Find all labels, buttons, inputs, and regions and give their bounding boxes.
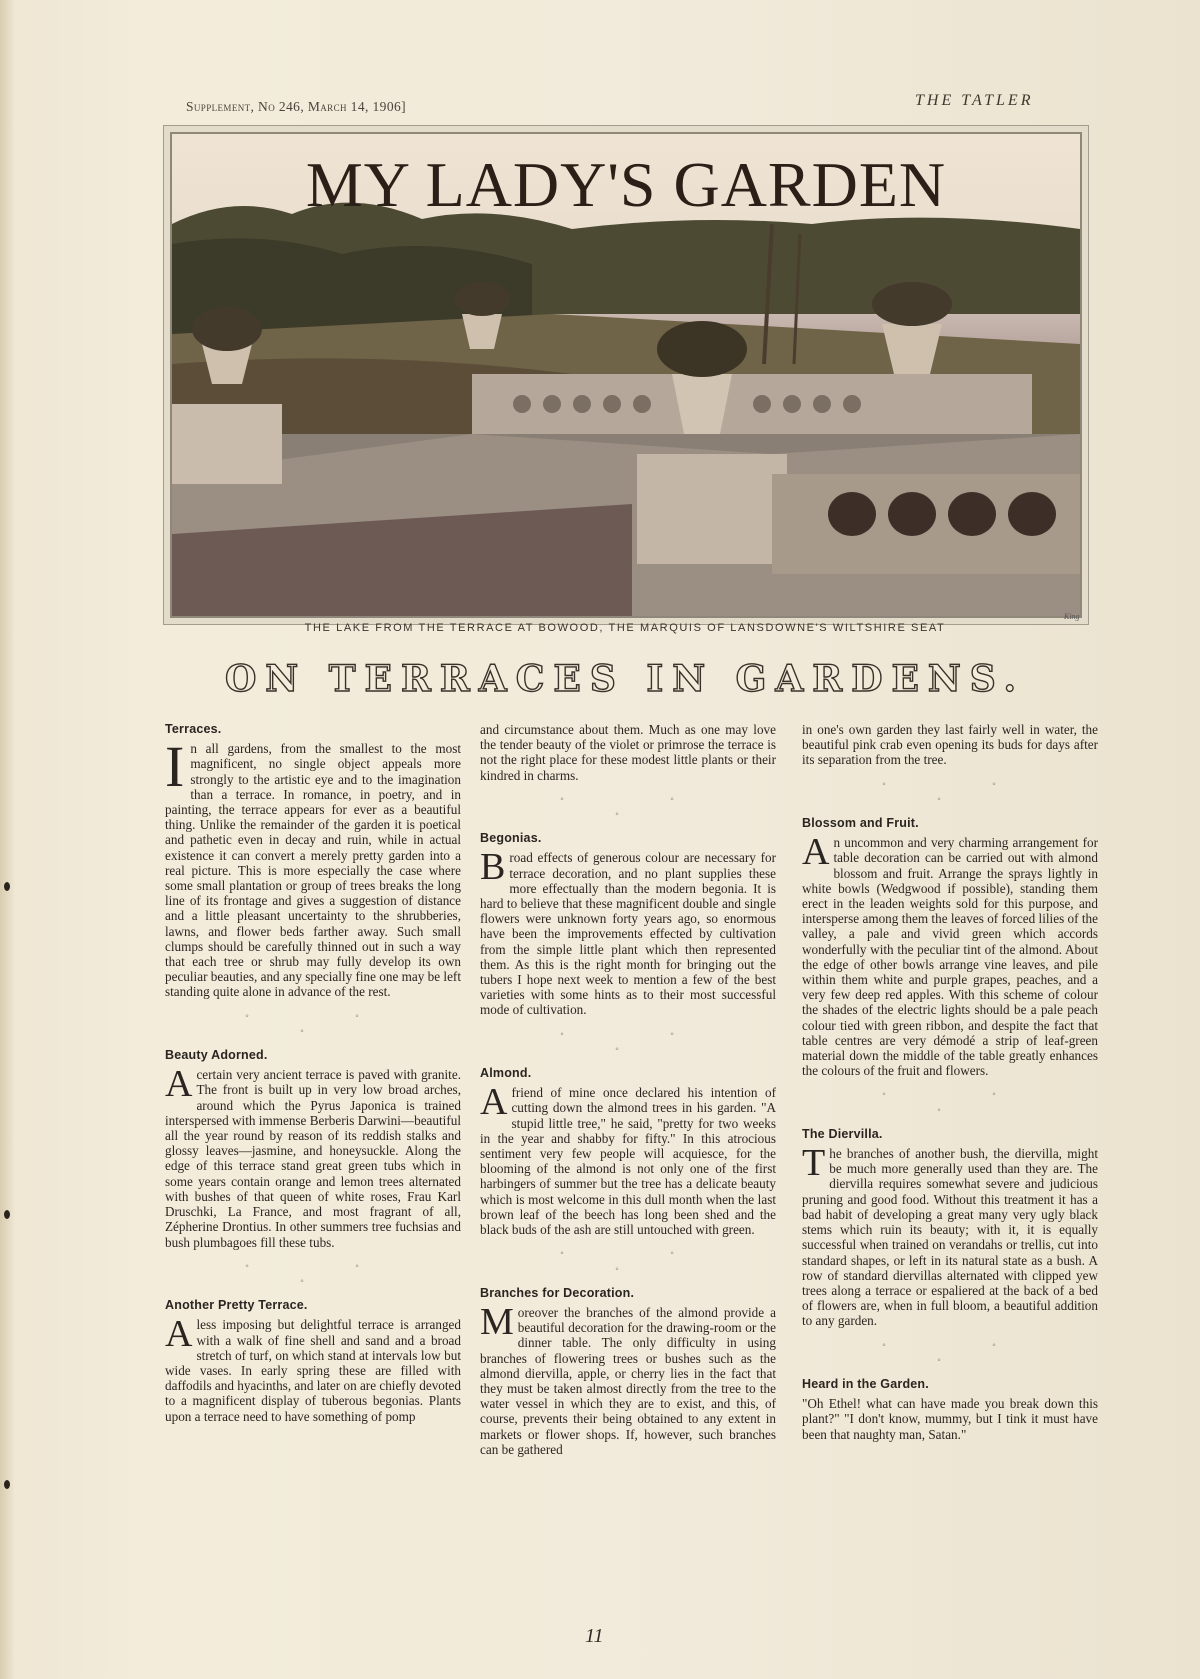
- running-header-left: Supplement, No 246, March 14, 1906]: [186, 99, 407, 114]
- section-text-branches-continued: in one's own garden they last fairly well in water, the beautiful pink crab even opening its buds for days after its separation from the tree.: [802, 722, 1098, 768]
- section-text-heard: "Oh Ethel! what can have made you break down this plant?" "I don't know, mummy, but I tink it must have been that naughty man, Satan.": [802, 1396, 1098, 1442]
- page-edge: [0, 0, 14, 1679]
- section-ornament: ◦ ◦ ◦: [560, 1028, 726, 1055]
- photo-caption: THE LAKE FROM THE TERRACE AT BOWOOD, THE MARQUIS OF LANSDOWNE'S WILTSHIRE SEAT: [304, 622, 946, 634]
- garden-photograph: [170, 132, 1082, 618]
- section-heading-almond: Almond.: [480, 1066, 532, 1081]
- section-text-terraces: In all gardens, from the smallest to the most magnificent, no single object appeals more strongly to the artistic eye and to the imagination than a terrace. In romance, in poetry, and in painting, the terrace appears for ever as a beautiful thing. Unlike the remainder of the garden it is poetical and pathetic even in decay and ruin, while in actual existence it can convert a merely pretty garden into a real picture. This is more especially the case where some small plantation or group of trees breaks the long line of its frontage and gives a suggestion of distance and a little pleasant uncertainty to the shrubberies, lawns, and flower beds farther away. Such small clumps should be carefully thinned out in such a way that each tree or shrub may fully develop its own peculiar beauties, and any specially fine one may be left standing quite alone in advance of the rest.: [165, 734, 461, 1000]
- section-text-another-terrace: Aless imposing but delightful terrace is arranged with a walk of fine shell and sand and a broad stretch of turf, on which stand at intervals low but wide vases. In early spring these are filled with daffodils and hyacinths, and later on are chiefly devoted to a magnificent display of tuberous begonias. Plants upon a terrace need to have something of pomp: [165, 1313, 462, 1424]
- section-text-blossom: An uncommon and very charming arrangement for table decoration can be carried out with almond blossom and fruit. Arrange the sprays lightly in white bowls (Wedgwood if possible), standing them erect in the leaden weights sold for this purpose, and intersperse among them the leaves of forced lilies of the valley, a pale and vivid green which accords wonderfully with the peculiar tint of the almond. About the edge of other bowls arrange vine leaves, and pile within them white and purple grapes, peaches, and a very few deep red apples. With this scheme of colour the shades of the electric lights should be a pale peach colour tied with green ribbon, and despite the fact that table centres are very démodé a strip of leaf-green material down the middle of the table greatly enhances the colours of the fruit and flowers.: [802, 831, 1098, 1079]
- section-heading-diervilla: The Diervilla.: [802, 1126, 883, 1141]
- binding-hole: [4, 1480, 10, 1489]
- section-text-diervilla: The branches of another bush, the diervilla, might be much more generally used than they are. The diervilla requires somewhat severe and judicious pruning and good food. Without this treatment it has a bad habit of developing a great many very ugly black stems which ruin its beauty; with it, it is equally successful when trained on verandahs or trellis, cut into standard shapes, or left in its natural state as a bush. A row of standard diervillas alternated with clipped yew trees along a terrace or espaliered at the back of a bed of flowers are, when in full bloom, a beautiful addition to any garden.: [802, 1142, 1098, 1329]
- section-heading-another-terrace: Another Pretty Terrace.: [165, 1298, 308, 1313]
- column-1: [165, 722, 461, 1424]
- section-text-almond: Afriend of mine once declared his intention of cutting down the almond trees in his garden. "A stupid little tree," he said, "pretty for two weeks in the year and shabby for fifty." In this atrocious sentiment very few people will acquiesce, for the blooming of the almond is not only one of the first harbingers of summer but the tree has a delicate beauty which is most welcome in this dull month when the last brown leaf of the beech has long been shed and the black buds of the ash are still untouched with green.: [480, 1081, 776, 1238]
- section-ornament: ◦ ◦ ◦: [560, 1248, 726, 1275]
- photo-title: MY LADY'S GARDEN: [305, 149, 947, 220]
- binding-hole: [4, 1210, 10, 1219]
- section-text-terrace-continued: and circumstance about them. Much as one may love the tender beauty of the violet or primrose the terrace is not the right place for these modest little plants or their kindred in charms.: [480, 722, 776, 783]
- section-ornament: ◦ ◦ ◦: [882, 1339, 1048, 1366]
- section-ornament: ◦ ◦ ◦: [882, 1089, 1048, 1116]
- section-ornament: ◦ ◦ ◦: [882, 778, 1048, 805]
- binding-hole: [4, 882, 10, 891]
- column-3: [802, 722, 1098, 1442]
- section-text-begonias: Broad effects of generous colour are necessary for terrace decoration, and no plant supplies these more effectually than the modern begonia. It is hard to believe that these magnificent double and single flowers were unknown forty years ago, so enormous have been the improvements effected by cultivation from the simple little plant which then represented them. As this is the right month for bringing out the tubers I hope next week to mention a few of the best varieties with some hints as to their most successful mode of cultivation.: [480, 846, 776, 1018]
- section-heading-branches: Branches for Decoration.: [480, 1285, 635, 1300]
- section-ornament: ◦ ◦ ◦: [560, 793, 726, 821]
- section-heading-terraces: Terraces.: [165, 722, 222, 736]
- section-heading-heard: Heard in the Garden.: [802, 1376, 929, 1391]
- photo-credit: King: [1064, 612, 1080, 621]
- section-heading-begonias: Begonias.: [480, 831, 542, 846]
- article-headline: ON TERRACES IN GARDENS.: [224, 658, 1026, 700]
- page-number: 11: [585, 1625, 604, 1647]
- section-heading-beauty-adorned: Beauty Adorned.: [165, 1048, 268, 1063]
- section-ornament: ◦ ◦ ◦: [245, 1260, 411, 1287]
- section-text-branches: Moreover the branches of the almond provide a beautiful decoration for the drawing-room or the dinner table. The only difficulty in using branches of flowering trees or bushes such as the almond diervilla, apple, or cherry lies in the fact that they must be taken almost directly from the tree to the water vessel in which they are to exist, and this, of course, prevents their being obtained to any extent in markets or flower shops. If, however, such branches can be gathered: [480, 1300, 776, 1457]
- section-text-beauty-adorned: Acertain very ancient terrace is paved with granite. The front is built up in very low broad arches, around which the Pyrus Japonica is trained interspersed with immense Berberis Darwini—beautiful all the year round by reason of its reddish stalks and glossy leaves—jasmine, and honeysuckle. Along the edge of this terrace stand great green tubs which in some years contain orange and lemon trees alternated with bushes of that queen of white roses, Frau Karl Druschki, La France, and most fragrant of all, Zépherine Drontius. In other summers tree fuchsias and bush plumbagoes fill these tubs.: [165, 1063, 461, 1250]
- column-2: [480, 722, 776, 1457]
- section-heading-blossom: Blossom and Fruit.: [802, 816, 919, 831]
- section-ornament: ◦ ◦ ◦: [245, 1010, 411, 1037]
- running-header-right: THE TATLER: [915, 92, 1034, 109]
